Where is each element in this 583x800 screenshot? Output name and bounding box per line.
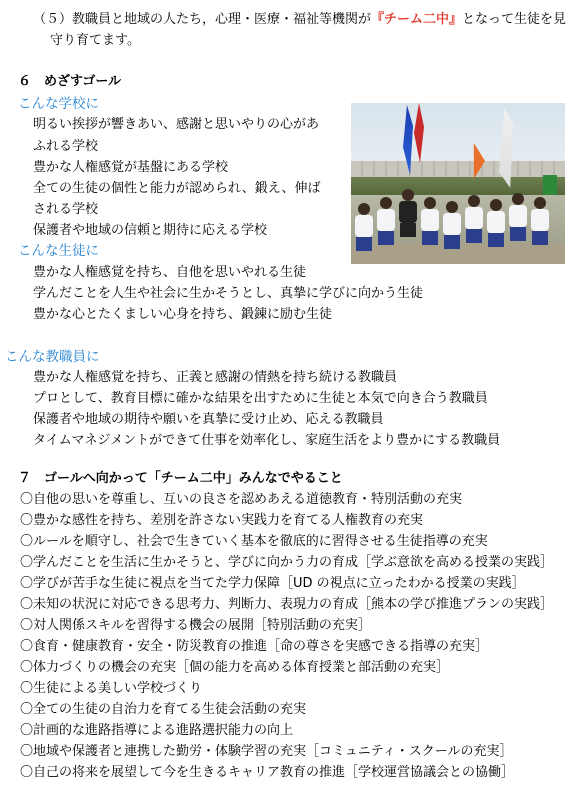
action-item: 〇生徒による美しい学校づくり <box>20 681 203 696</box>
action-item: 〇自他の思いを尊重し、互いの良さを認めあえる道徳教育・特別活動の充実 <box>20 492 463 507</box>
section-7-heading: ７ ゴールへ向かって「チーム二中」みんなでやること <box>18 471 343 486</box>
school-goal-item: 豊かな人権感覚が基盤にある学校 <box>33 160 229 175</box>
photo-flag-red <box>414 103 424 163</box>
action-item: 〇学んだことを生活に生かそうと、学びに向かう力の育成［学ぶ意欲を高める授業の実践］ <box>20 555 554 570</box>
school-event-photo <box>351 103 565 264</box>
staff-goal-item: プロとして、教育目標に確かな結果を出すために生徒と本気で向き合う教職員 <box>33 391 488 406</box>
section-6-heading: ６ めざすゴール <box>18 74 122 89</box>
team-nichu-highlight: 『チーム二中』 <box>371 12 463 27</box>
intro-text-before: （５）教職員と地域の人たち，心理・医療・福祉等機関が <box>33 12 372 27</box>
action-item: 〇全ての生徒の自治力を育てる生徒会活動の充実 <box>20 702 307 717</box>
action-item: 〇豊かな感性を持ち、差別を許さない実践力を育てる人権教育の充実 <box>20 513 424 528</box>
intro-text-after: となって生徒を見 <box>462 12 567 27</box>
student-goal-item: 豊かな人権感覚を持ち、自他を思いやれる生徒 <box>33 265 307 280</box>
school-goal-label: こんな学校に <box>18 96 99 112</box>
action-item: 〇学びが苦手な生徒に視点を当てた学力保障［UD の視点に立ったわかる授業の実践］ <box>20 576 525 591</box>
action-item: 〇未知の状況に対応できる思考力、判断力、表現力の育成［熊本の学び推進プランの実践］ <box>20 597 554 612</box>
school-goal-item: ふれる学校 <box>33 139 99 154</box>
intro-line-1 <box>33 11 566 29</box>
student-goal-item: 豊かな心とたくましい心身を持ち、鍛錬に励む生徒 <box>33 307 333 322</box>
school-goal-item: 保護者や地域の信頼と期待に応える学校 <box>33 223 268 238</box>
action-item: 〇地域や保護者と連携した勤労・体験学習の充実［コミュニティ・スクールの充実］ <box>20 744 513 759</box>
school-goal-item: される学校 <box>33 202 99 217</box>
staff-goal-item: 保護者や地域の期待や願いを真摯に受け止め、応える教職員 <box>33 412 384 427</box>
school-goal-item: 全ての生徒の個性と能力が認められ、鍛え、伸ば <box>33 181 321 196</box>
action-item: 〇計画的な進路指導による進路選択能力の向上 <box>20 723 294 738</box>
school-goal-item: 明るい挨拶が響きあい、感謝と思いやりの心があ <box>33 117 320 132</box>
intro-line-2: 守り育てます。 <box>50 33 140 48</box>
action-item: 〇食育・健康教育・安全・防災教育の推進［命の尊さを実感できる指導の充実］ <box>20 639 489 654</box>
staff-goal-label: こんな教職員に <box>5 349 100 365</box>
action-item: 〇体力づくりの機会の充実［個の能力を高める体育授業と部活動の充実］ <box>20 660 450 675</box>
student-goal-item: 学んだことを人生や社会に生かそうとし、真摯に学びに向かう生徒 <box>33 286 424 301</box>
photo-students <box>351 191 565 251</box>
staff-goal-item: タイムマネジメントができて仕事を効率化し、家庭生活をより豊かにする教職員 <box>33 433 501 448</box>
action-item: 〇対人関係スキルを習得する機会の展開［特別活動の充実］ <box>20 618 371 633</box>
action-item: 〇自己の将来を展望して今を生きるキャリア教育の推進［学校運営協議会との協働］ <box>20 765 515 780</box>
staff-goal-item: 豊かな人権感覚を持ち、正義と感謝の情熱を持ち続ける教職員 <box>33 370 398 385</box>
action-item: 〇ルールを順守し、社会で生きていく基本を徹底的に習得させる生徒指導の充実 <box>20 534 488 549</box>
student-goal-label: こんな生徒に <box>18 243 99 259</box>
